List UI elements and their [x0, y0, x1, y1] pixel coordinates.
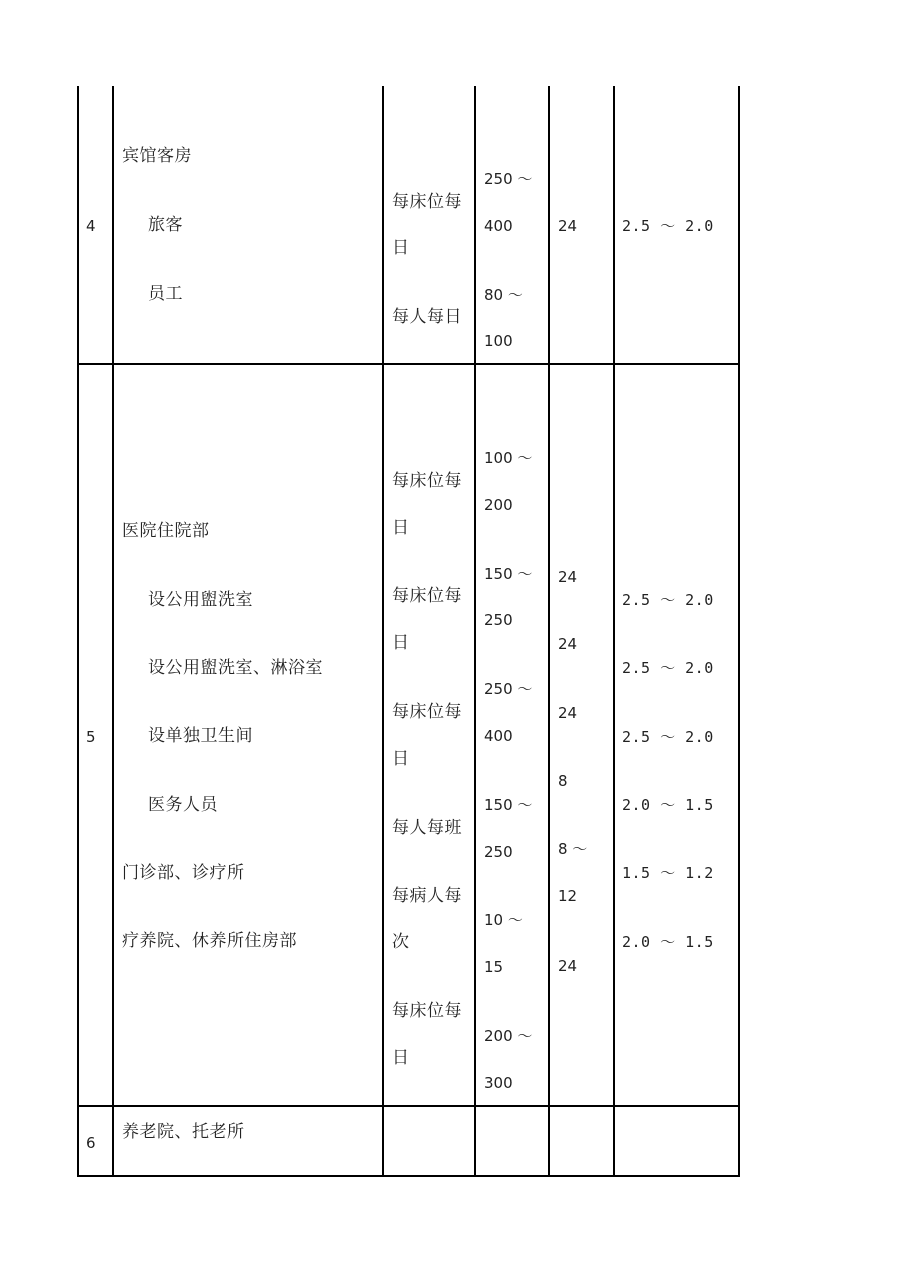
hours-value: 8: [558, 772, 568, 790]
unit-label: 每床位每: [392, 586, 462, 606]
coefficient-value: 2.5 ～ 2.0: [622, 217, 714, 235]
hours-value: 12: [558, 887, 578, 905]
item-label: 设公用盥洗室: [148, 590, 253, 610]
unit-label: 每床位每: [392, 702, 462, 722]
item-label: 旅客: [148, 215, 183, 235]
item-label: 医务人员: [148, 795, 218, 815]
quota-value: 250: [484, 843, 513, 861]
coefficient-value: 2.0 ～ 1.5: [622, 933, 714, 951]
hours-value: 24: [558, 957, 578, 975]
item-label: 养老院、托老所: [122, 1122, 245, 1142]
unit-label: 每人每日: [392, 307, 462, 327]
column-divider: [112, 86, 114, 1177]
unit-label: 每床位每: [392, 192, 462, 212]
item-label: 门诊部、诊疗所: [122, 863, 245, 883]
coefficient-value: 1.5 ～ 1.2: [622, 864, 714, 882]
unit-label: 日: [392, 518, 410, 538]
hours-value: 24: [558, 217, 578, 235]
unit-label: 每床位每: [392, 1001, 462, 1021]
item-label: 疗养院、休养所住房部: [122, 931, 297, 951]
row-number: 6: [86, 1134, 96, 1152]
column-divider: [382, 86, 384, 1177]
quota-value: 250 ～: [484, 170, 533, 188]
quota-value: 80 ～: [484, 286, 523, 304]
row-divider: [77, 1105, 740, 1107]
quota-value: 15: [484, 958, 504, 976]
row-number: 4: [86, 217, 96, 235]
hours-value: 24: [558, 568, 578, 586]
unit-label: 次: [392, 932, 410, 952]
row-number: 5: [86, 728, 96, 746]
table-border-right: [738, 86, 740, 1177]
quota-value: 400: [484, 217, 513, 235]
quota-value: 150 ～: [484, 565, 533, 583]
coefficient-value: 2.5 ～ 2.0: [622, 591, 714, 609]
quota-value: 300: [484, 1074, 513, 1092]
coefficient-value: 2.5 ～ 2.0: [622, 659, 714, 677]
unit-label: 日: [392, 1048, 410, 1068]
table-border-bottom: [77, 1175, 740, 1177]
row-divider: [77, 363, 740, 365]
quota-value: 250: [484, 611, 513, 629]
unit-label: 日: [392, 749, 410, 769]
coefficient-value: 2.0 ～ 1.5: [622, 796, 714, 814]
hours-value: 24: [558, 704, 578, 722]
hours-value: 24: [558, 635, 578, 653]
unit-label: 每人每班: [392, 818, 462, 838]
column-divider: [548, 86, 550, 1177]
column-divider: [613, 86, 615, 1177]
quota-value: 400: [484, 727, 513, 745]
quota-value: 100 ～: [484, 449, 533, 467]
item-label: 设单独卫生间: [148, 726, 253, 746]
quota-value: 100: [484, 332, 513, 350]
table-border-left: [77, 86, 79, 1177]
unit-label: 日: [392, 633, 410, 653]
coefficient-value: 2.5 ～ 2.0: [622, 728, 714, 746]
unit-label: 日: [392, 238, 410, 258]
quota-value: 150 ～: [484, 796, 533, 814]
quota-value: 250 ～: [484, 680, 533, 698]
quota-value: 200 ～: [484, 1027, 533, 1045]
unit-label: 每病人每: [392, 886, 462, 906]
item-label: 设公用盥洗室、淋浴室: [148, 658, 323, 678]
unit-label: 每床位每: [392, 471, 462, 491]
item-label: 员工: [148, 284, 183, 304]
item-label: 医院住院部: [122, 521, 210, 541]
quota-value: 10 ～: [484, 911, 523, 929]
column-divider: [474, 86, 476, 1177]
item-label: 宾馆客房: [122, 146, 192, 166]
quota-value: 200: [484, 496, 513, 514]
hours-value: 8 ～: [558, 840, 588, 858]
